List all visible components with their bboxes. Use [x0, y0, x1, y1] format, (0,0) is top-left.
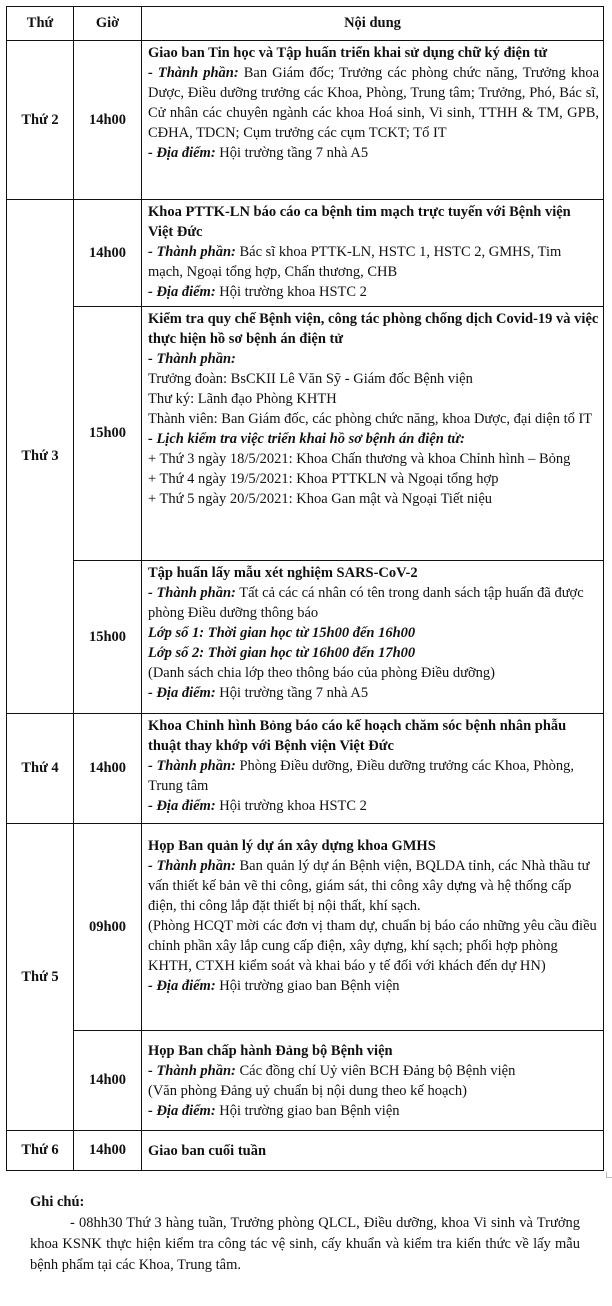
table-row	[7, 561, 604, 714]
note-section	[30, 1192, 580, 1276]
participants-label: - Thành phần:	[148, 585, 236, 601]
class-line: Lớp số 1: Thời gian học từ 15h00 đến 16h00	[148, 625, 416, 641]
location-label: - Địa điểm:	[148, 145, 216, 161]
event-title: Khoa PTTK-LN báo cáo ca bệnh tim mạch trực tuyến với Bệnh viện Việt Đức	[148, 204, 571, 240]
participants-text: Các đồng chí Uỷ viên BCH Đảng bộ Bệnh viện	[239, 1063, 516, 1079]
content-cell	[142, 200, 604, 307]
participants-text: Tất cả các cá nhân có tên trong danh sách tập huấn đã được phòng Điều dưỡng thông báo	[148, 585, 584, 621]
schedule-line: + Thứ 5 ngày 20/5/2021: Khoa Gan mật và Ngoại Tiết niệu	[148, 491, 492, 507]
location-text: Hội trường khoa HSTC 2	[219, 284, 367, 300]
event-participants	[148, 583, 599, 623]
event-title: Kiểm tra quy chế Bệnh viện, công tác phòng chống dịch Covid-19 và việc thực hiện hồ sơ bệnh án điện tử	[148, 311, 599, 347]
participants-text: Ban Giám đốc; Trưởng các phòng chức năng, Trưởng khoa Dược, Điều dưỡng trưởng các Khoa, Phòng, Trung tâm; Trưởng, Phó, Bác sĩ, Cử nhân các chuyên ngành các khoa Hoá sinh, Vi sinh, TTHH & TM, GPB, CĐHA, TDCN; Cụm trưởng các cụm TCKT; Tổ IT	[148, 65, 600, 141]
member-line: Thành viên: Ban Giám đốc, các phòng chức năng, khoa Dược, đại diện tổ IT	[148, 411, 593, 427]
event-title: Họp Ban chấp hành Đảng bộ Bệnh viện	[148, 1043, 393, 1059]
schedule-label: - Lịch kiểm tra việc triển khai hồ sơ bệnh án điện tử:	[148, 431, 465, 447]
event-title: Giao ban Tin học và Tập huấn triển khai sử dụng chữ ký điện tử	[148, 45, 548, 61]
table-row	[7, 41, 604, 200]
event-location	[148, 976, 599, 996]
location-text: Hội trường giao ban Bệnh viện	[219, 1103, 400, 1119]
schedule-line: + Thứ 3 ngày 18/5/2021: Khoa Chấn thương và khoa Chỉnh hình – Bỏng	[148, 451, 571, 467]
location-label: - Địa điểm:	[148, 685, 216, 701]
location-text: Hội trường tầng 7 nhà A5	[219, 685, 369, 701]
event-location	[148, 683, 599, 703]
content-cell	[142, 307, 604, 561]
participants-label: - Thành phần:	[148, 758, 236, 774]
participants-label: - Thành phần:	[148, 351, 236, 367]
table-row	[7, 824, 604, 1031]
content-cell	[142, 41, 604, 200]
table-row	[7, 1031, 604, 1131]
participants-label: - Thành phần:	[148, 858, 236, 874]
schedule-line: + Thứ 4 ngày 19/5/2021: Khoa PTTKLN và Ngoại tổng hợp	[148, 471, 499, 487]
participants-label: - Thành phần:	[148, 1063, 236, 1079]
event-remark: (Văn phòng Đảng uỷ chuẩn bị nội dung theo kế hoạch)	[148, 1083, 467, 1099]
time-cell: 09h00	[74, 824, 142, 1031]
day-cell: Thứ 5	[7, 824, 74, 1131]
event-participants	[148, 242, 599, 282]
note-text: - 08hh30 Thứ 3 hàng tuần, Trưởng phòng QLCL, Điều dưỡng, khoa Vi sinh và Trưởng khoa KSNK thực hiện kiểm tra công tác vệ sinh, cấy khuẩn và kiểm tra kiến thức về lấy mẫu bệnh phẩm tại các Khoa, Trung tâm.	[30, 1215, 580, 1273]
event-participants	[148, 856, 599, 916]
event-location	[148, 1101, 599, 1121]
content-cell	[142, 1031, 604, 1131]
event-participants	[148, 63, 599, 143]
schedule-table	[6, 6, 604, 1171]
event-remark: (Danh sách chia lớp theo thông báo của phòng Điều dưỡng)	[148, 665, 495, 681]
location-text: Hội trường giao ban Bệnh viện	[219, 978, 400, 994]
time-cell: 15h00	[74, 307, 142, 561]
table-row	[7, 1131, 604, 1171]
participants-text: Bác sĩ khoa PTTK-LN, HSTC 1, HSTC 2, GMHS, Tim mạch, Ngoại tổng hợp, Chấn thương, CHB	[148, 244, 562, 280]
participants-text: Ban quản lý dự án Bệnh viện, BQLDA tỉnh, các Nhà thầu tư vấn thiết kế bản vẽ thi công, giám sát, thi công xây dựng và hệ thống cấp điện, thi công lắp đặt thiết bị nội thất, khí sạch.	[148, 858, 590, 914]
content-cell	[142, 1131, 604, 1171]
location-label: - Địa điểm:	[148, 284, 216, 300]
time-cell: 14h00	[74, 714, 142, 824]
time-cell: 14h00	[74, 1031, 142, 1131]
day-cell: Thứ 4	[7, 714, 74, 824]
table-row	[7, 200, 604, 307]
location-label: - Địa điểm:	[148, 978, 216, 994]
time-cell: 14h00	[74, 1131, 142, 1171]
day-cell: Thứ 2	[7, 41, 74, 200]
event-title: Họp Ban quản lý dự án xây dựng khoa GMHS	[148, 838, 436, 854]
table-row	[7, 307, 604, 561]
event-location	[148, 143, 599, 163]
event-participants	[148, 756, 599, 796]
day-cell: Thứ 6	[7, 1131, 74, 1171]
table-end-marker	[606, 1172, 612, 1178]
participants-label: - Thành phần:	[148, 65, 239, 81]
class-line: Lớp số 2: Thời gian học từ 16h00 đến 17h00	[148, 645, 416, 661]
content-cell	[142, 824, 604, 1031]
member-line: Thư ký: Lãnh đạo Phòng KHTH	[148, 391, 337, 407]
location-text: Hội trường tầng 7 nhà A5	[219, 145, 369, 161]
participants-text: Phòng Điều dưỡng, Điều dưỡng trưởng các Khoa, Phòng, Trung tâm	[148, 758, 574, 794]
event-participants	[148, 1061, 599, 1081]
header-time: Giờ	[74, 7, 142, 41]
location-text: Hội trường khoa HSTC 2	[219, 798, 367, 814]
day-cell: Thứ 3	[7, 200, 74, 714]
header-content: Nội dung	[142, 7, 604, 41]
member-line: Trưởng đoàn: BsCKII Lê Văn Sỹ - Giám đốc Bệnh viện	[148, 371, 473, 387]
participants-label: - Thành phần:	[148, 244, 236, 260]
event-title: Tập huấn lấy mẫu xét nghiệm SARS-CoV-2	[148, 565, 418, 581]
header-day: Thứ	[7, 7, 74, 41]
event-title: Khoa Chỉnh hình Bỏng báo cáo kế hoạch chăm sóc bệnh nhân phẫu thuật thay khớp với Bệnh viện Việt Đức	[148, 718, 567, 754]
event-title: Giao ban cuối tuần	[148, 1142, 267, 1159]
table-row	[7, 714, 604, 824]
time-cell: 15h00	[74, 561, 142, 714]
time-cell: 14h00	[74, 200, 142, 307]
content-cell	[142, 561, 604, 714]
event-location	[148, 796, 599, 816]
location-label: - Địa điểm:	[148, 798, 216, 814]
note-heading: Ghi chú:	[30, 1194, 85, 1210]
event-location	[148, 282, 599, 302]
table-header-row	[7, 7, 604, 41]
location-label: - Địa điểm:	[148, 1103, 216, 1119]
content-cell	[142, 714, 604, 824]
event-remark: (Phòng HCQT mời các đơn vị tham dự, chuẩn bị báo cáo những yêu cầu điều chỉnh phần xây lắp cung cấp điện, xây dựng, khí sạch; phối hợp phòng KHTH, CTXH kiểm soát và khai báo y tế đối với khách đến dự HN)	[148, 918, 597, 974]
time-cell: 14h00	[74, 41, 142, 200]
